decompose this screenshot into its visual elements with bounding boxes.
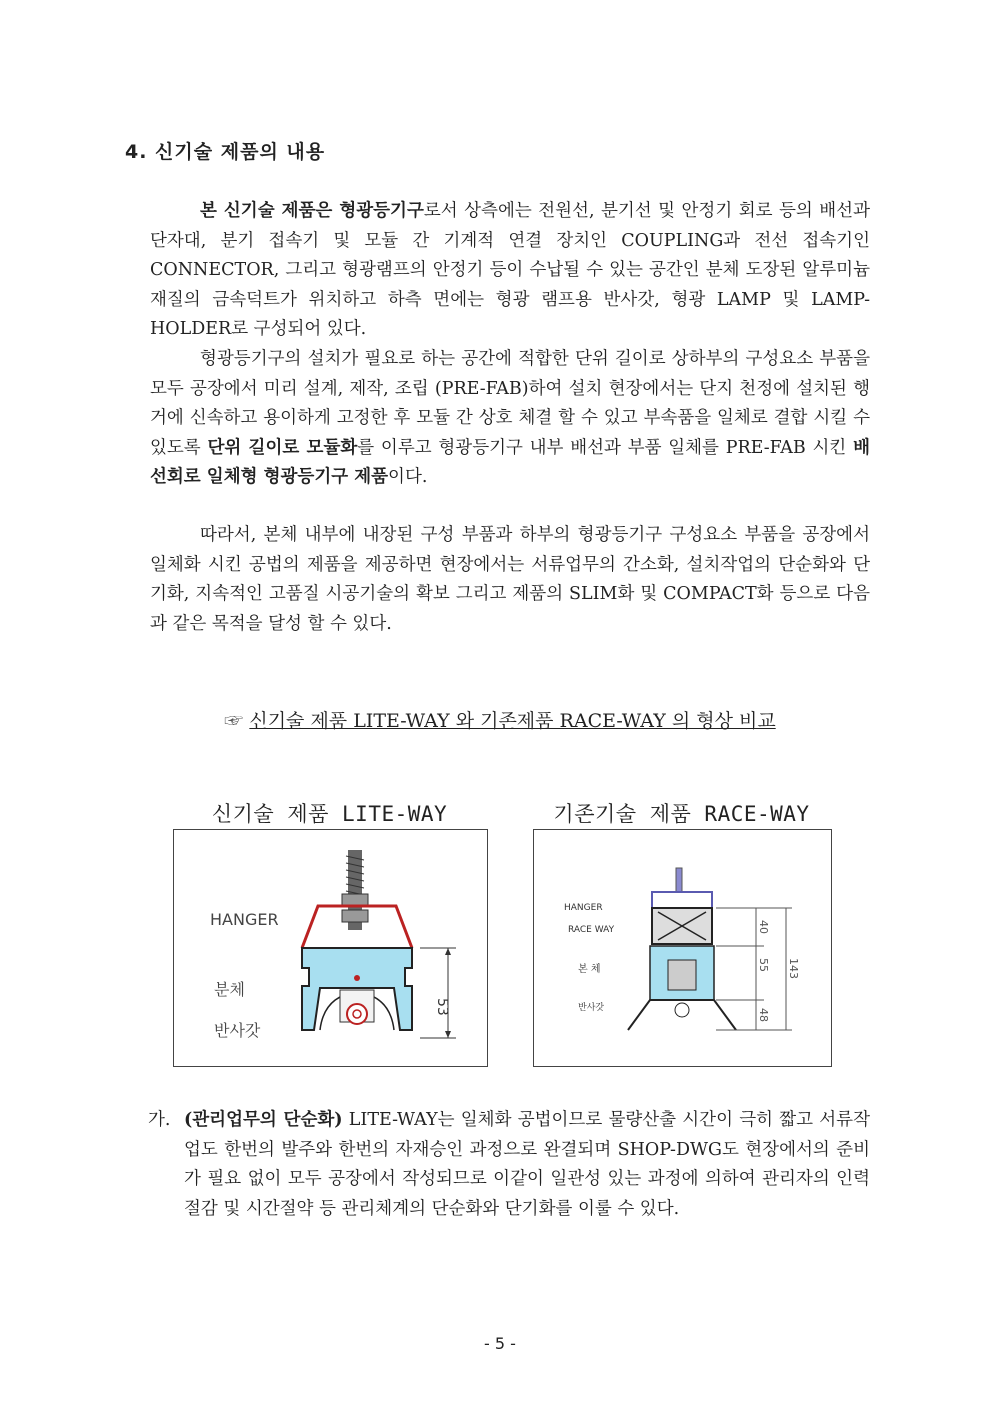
item-ga-bold: (관리업무의 단순화) (184, 1110, 343, 1130)
race-dim-top: 40 (757, 920, 770, 934)
lite-body-label: 분체 (214, 980, 245, 999)
race-raceway-label: RACE WAY (568, 925, 615, 935)
paragraph-2 (150, 345, 870, 493)
paragraph-3 (150, 521, 870, 639)
paragraph-1-bold: 본 신기술 제품은 형광등기구 (200, 201, 424, 221)
item-ga-body (184, 1106, 870, 1224)
lite-way-label: 신기술 제품 LITE-WAY (211, 802, 448, 826)
pointing-hand-icon: ☞ (224, 710, 244, 732)
paragraph-2-text-3: 이다. (388, 467, 428, 487)
page-number: - 5 - (484, 1334, 516, 1353)
race-body-label: 본 체 (578, 964, 601, 975)
race-dim-bottom: 48 (757, 1008, 770, 1022)
nut-upper (342, 894, 368, 906)
race-way-label: 기존기술 제품 RACE-WAY (553, 802, 810, 826)
ballast (668, 960, 696, 990)
lamp-socket (675, 1003, 689, 1017)
race-dim-total: 143 (787, 958, 800, 979)
paragraph-1 (150, 197, 870, 345)
paragraph-2-text-2: 를 이루고 형광등기구 내부 배선과 부품 일체를 PRE-FAB 시킨 (357, 437, 854, 458)
paragraph-1-text: 로서 상측에는 전원선, 분기선 및 안정기 회로 등의 배선과 단자대, 분기 접속기 및 모듈 간 기계적 연결 장치인 COUPLING과 전선 접속기인 CONNECTOR, 그리고 형광램프의 안정기 등이 수납될 수 있는 공간인 분체 도장된 알루미늄 재질의 금속덕트가 위치하고 하측 면에는 형광 램프용 반사갓, 형광 LAMP 및 LAMP- HOLDER로 구성되어 있다. (150, 201, 870, 339)
lamp-socket (347, 1004, 367, 1024)
paragraph-3-text: 따라서, 본체 내부에 내장된 구성 부품과 하부의 형광등기구 구성요소 부품을 공장에서 일체화 시킨 공법의 제품을 제공하면 현장에서는 서류업무의 간소화, 설치작업의 단순화와 단기화, 지속적인 고품질 시공기술의 확보 그리고 제품의 SLIM화 및 COMPACT화 등으로 다음과 같은 목적을 달성 할 수 있다. (150, 525, 870, 634)
section-heading: 4. 신기술 제품의 내용 (125, 141, 326, 163)
race-hanger-label: HANGER (564, 903, 603, 913)
lite-reflector-label: 반사갓 (214, 1021, 261, 1040)
lite-way-figure (173, 829, 488, 1067)
rod (676, 868, 682, 892)
item-ga-marker: 가. (148, 1110, 171, 1130)
race-reflector-label: 반사갓 (578, 1003, 605, 1013)
hanger-shape (652, 892, 712, 908)
paragraph-2-bold-1: 단위 길이로 모듈화 (207, 437, 358, 458)
lite-dimension-label: 53 (434, 998, 450, 1016)
race-way-diagram (534, 830, 831, 1066)
item-ga (148, 1106, 870, 1224)
paragraph-2-text-1: 형광등기구의 설치가 필요로 하는 공간에 적합한 단위 길이로 상하부의 구성요소 부품을 모두 공장에서 미리 설계, 제작, 조립 (PRE-FAB)하여 설치 현장에서는 단지 천정에 설치된 행거에 신속하고 용이하게 고정한 후 모듈 간 상호 체결 할 수 있고 부속품을 일체로 결합 시킬 수 있도록 (150, 349, 870, 458)
race-way-figure (533, 829, 832, 1067)
nut-lower (342, 910, 368, 922)
paragraph-2-bold-2: 배선회로 일체형 형광등기구 제품 (150, 437, 870, 487)
item-ga-text: LITE-WAY는 일체화 공법이므로 물량산출 시간이 극히 짧고 서류작업도 한번의 발주와 한번의 자재승인 과정으로 완결되며 SHOP-DWG도 현장에서의 준비가 필요 없이 모두 공장에서 작성되므로 이같이 일관성 있는 과정에 의하여 관리자의 인력절감 및 시간절약 등 관리체계의 단순화와 단기화를 이룰 수 있다. (184, 1110, 870, 1219)
figure-caption-text: 신기술 제품 LITE-WAY 와 기존제품 RACE-WAY 의 형상 비교 (249, 710, 776, 732)
figure-caption (0, 706, 1000, 733)
lite-way-diagram (174, 830, 487, 1066)
lite-hanger-label: HANGER (210, 910, 279, 929)
race-dim-mid: 55 (757, 958, 770, 972)
